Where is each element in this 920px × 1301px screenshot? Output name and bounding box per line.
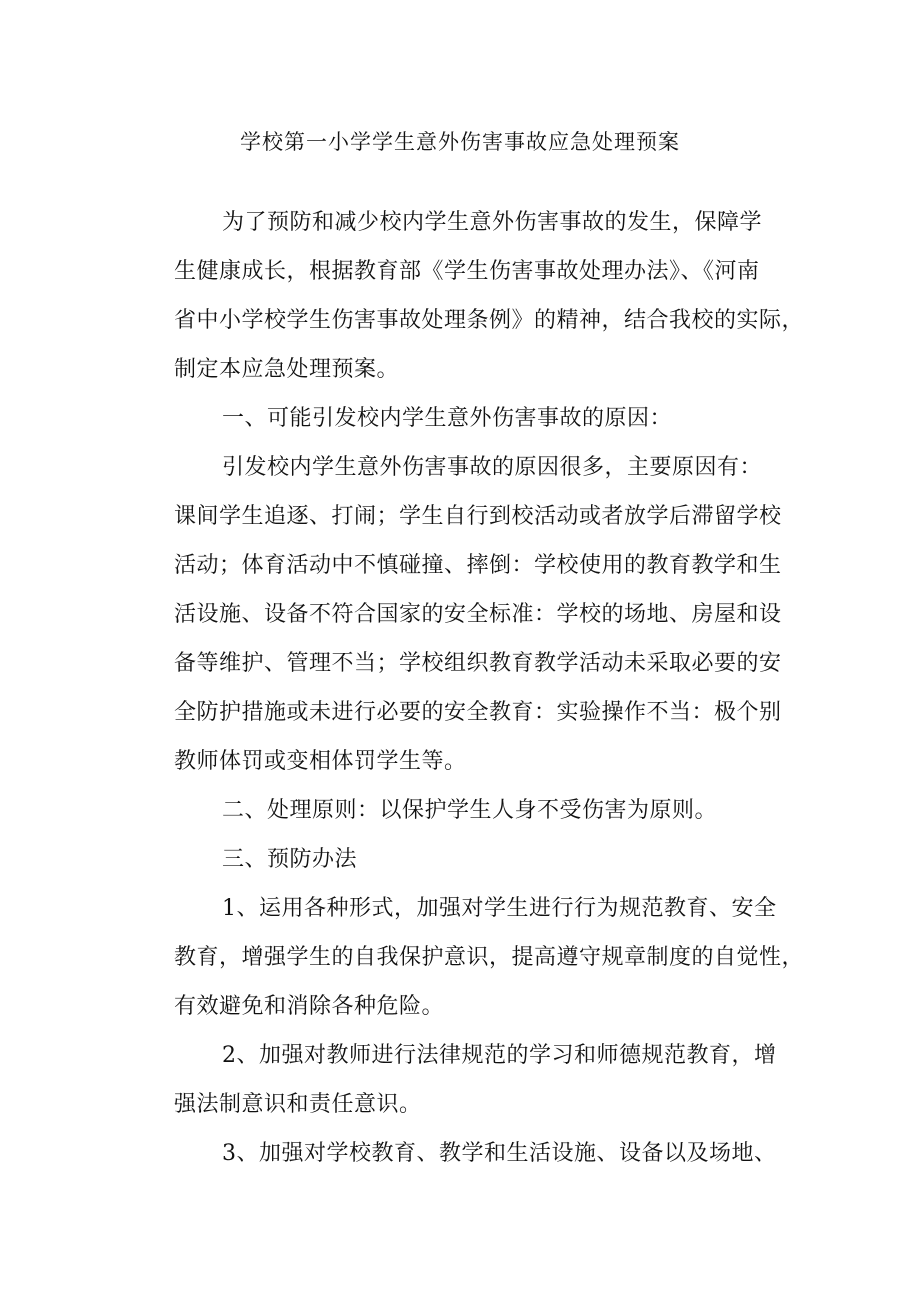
paragraph-causes-line-4: 活设施、设备不符合国家的安全标准：学校的场地、房屋和设 — [174, 602, 782, 627]
paragraph-causes-line-5: 备等维护、管理不当；学校组织教育教学活动未采取必要的安 — [174, 651, 782, 676]
paragraph-item-1-line-3: 有效避免和消除各种危险。 — [174, 994, 445, 1019]
paragraph-intro-line-4: 制定本应急处理预案。 — [174, 357, 400, 382]
paragraph-intro-line-1: 为了预防和减少校内学生意外伤害事故的发生，保障学 — [222, 210, 763, 235]
paragraph-item-1-line-1: 1、运用各种形式，加强对学生进行行为规范教育、安全 — [222, 896, 777, 921]
paragraph-causes-line-3: 活动；体育活动中不慎碰撞、摔倒：学校使用的教育教学和生 — [174, 553, 782, 578]
section-heading-principle: 二、处理原则：以保护学生人身不受伤害为原则。 — [222, 798, 718, 823]
paragraph-causes-line-6: 全防护措施或未进行必要的安全教育：实验操作不当：极个别 — [174, 700, 782, 725]
paragraph-causes-line-2: 课间学生追逐、打闹；学生自行到校活动或者放学后滞留学校 — [174, 504, 782, 529]
paragraph-intro-line-3: 省中小学校学生伤害事故处理条例》的精神，结合我校的实际， — [174, 308, 805, 333]
paragraph-intro-line-2: 生健康成长，根据教育部《学生伤害事故处理办法》、《河南 — [174, 259, 760, 284]
paragraph-causes-line-1: 引发校内学生意外伤害事故的原因很多，主要原因有： — [222, 455, 763, 480]
paragraph-item-3-line-1: 3、加强对学校教育、教学和生活设施、设备以及场地、 — [222, 1141, 777, 1166]
paragraph-item-1-line-2: 教育，增强学生的自我保护意识，提高遵守规章制度的自觉性， — [174, 945, 805, 970]
section-heading-prevention: 三、预防办法 — [222, 847, 358, 872]
paragraph-item-2-line-1: 2、加强对教师进行法律规范的学习和师德规范教育，增 — [222, 1043, 777, 1068]
paragraph-item-2-line-2: 强法制意识和责任意识。 — [174, 1092, 422, 1117]
paragraph-causes-line-7: 教师体罚或变相体罚学生等。 — [174, 749, 467, 774]
section-heading-causes: 一、可能引发校内学生意外伤害事故的原因： — [222, 406, 673, 431]
document-title: 学校第一小学学生意外伤害事故应急处理预案 — [240, 130, 680, 154]
